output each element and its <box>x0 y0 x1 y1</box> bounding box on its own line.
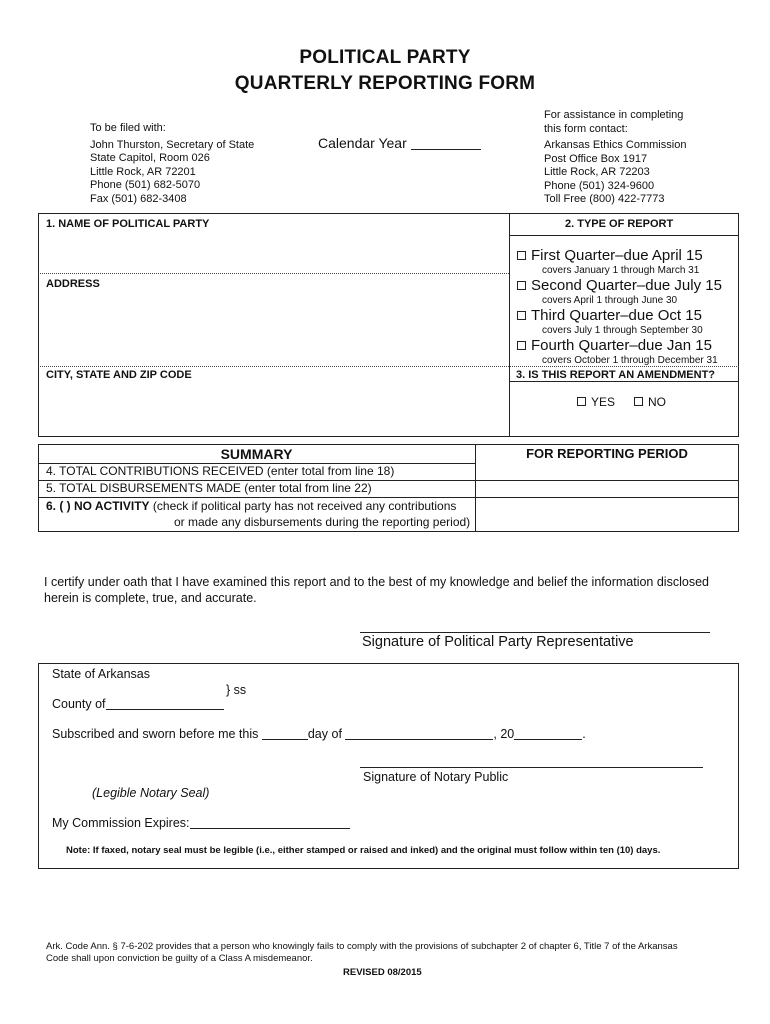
representative-signature-field[interactable] <box>360 632 710 633</box>
amendment-heading: 3. IS THIS REPORT AN AMENDMENT? <box>516 369 716 381</box>
notary-ss: } ss <box>226 683 247 697</box>
checkbox[interactable] <box>517 311 526 320</box>
report-type-heading: 2. TYPE OF REPORT <box>565 218 674 230</box>
address-city-divider <box>38 366 739 367</box>
notary-signature-label: Signature of Notary Public <box>363 770 509 784</box>
no-activity-text: (check if political party has not received any contributions <box>149 499 457 513</box>
sworn-year-label: , 20 <box>493 727 515 741</box>
amendment-yes[interactable] <box>577 395 615 409</box>
checkbox[interactable] <box>517 281 526 290</box>
certification-text <box>44 574 709 606</box>
sworn-month-field[interactable] <box>345 726 493 740</box>
total-disbursements-field[interactable] <box>478 498 736 513</box>
county-field[interactable] <box>106 696 224 710</box>
checkbox[interactable] <box>634 397 643 406</box>
commission-field[interactable] <box>190 815 350 829</box>
commission-label: My Commission Expires: <box>52 816 190 830</box>
county-label: County of <box>52 697 106 711</box>
sworn-day-label: day of <box>307 727 342 741</box>
option-label: Third Quarter–due Oct 15 <box>531 307 702 324</box>
option-label: Second Quarter–due July 15 <box>531 277 722 294</box>
party-name-label: 1. NAME OF POLITICAL PARTY <box>46 218 210 230</box>
filed-with-block <box>90 122 254 206</box>
certification-line: I certify under oath that I have examined this report and to the best of my knowledge and belief the information disclosed <box>44 575 709 589</box>
report-option-q1[interactable] <box>517 247 703 265</box>
yes-label: YES <box>591 395 616 409</box>
certification-line: herein is complete, true, and accurate. <box>44 591 257 605</box>
law-line: Ark. Code Ann. § 7-6-202 provides that a person who knowingly fails to comply with the provisions of subchapter 2 of chapter 6, Title 7 of the Arkansas <box>46 941 678 952</box>
option-covers: covers April 1 through June 30 <box>542 295 678 306</box>
filed-with-line: John Thurston, Secretary of State <box>90 138 255 151</box>
report-option-q2[interactable] <box>517 277 722 295</box>
law-citation <box>46 941 678 965</box>
calendar-year <box>318 135 481 151</box>
summary-line4: 4. TOTAL CONTRIBUTIONS RECEIVED (enter total from line 18) <box>46 464 395 478</box>
summary-line6-cont: or made any disbursements during the reporting period) <box>174 515 471 529</box>
notary-note: Note: If faxed, notary seal must be legible (i.e., either stamped or raised and inked) and the original must follow within ten (10) days. <box>66 845 661 856</box>
checkbox[interactable] <box>517 341 526 350</box>
notary-commission <box>52 815 350 830</box>
representative-signature-label: Signature of Political Party Representative <box>362 634 634 650</box>
form-title-line1: POLITICAL PARTY <box>299 47 471 68</box>
option-covers: covers July 1 through September 30 <box>542 325 703 336</box>
summary-line6[interactable] <box>46 499 456 513</box>
option-covers: covers October 1 through December 31 <box>542 355 718 366</box>
column-divider <box>509 213 510 437</box>
option-label: Fourth Quarter–due Jan 15 <box>531 337 712 354</box>
law-line: Code shall upon conviction be guilty of a Class A misdemeanor. <box>46 953 313 964</box>
assistance-line: Little Rock, AR 72203 <box>544 166 650 178</box>
total-contributions-field[interactable] <box>478 481 736 496</box>
checkbox[interactable] <box>577 397 586 406</box>
notary-sworn <box>52 726 586 741</box>
assistance-line: this form contact: <box>544 122 628 135</box>
form-title-line2: QUARTERLY REPORTING FORM <box>234 73 536 94</box>
summary-line5: 5. TOTAL DISBURSEMENTS MADE (enter total from line 22) <box>46 481 372 495</box>
sworn-end: . <box>582 727 586 741</box>
amendment-no[interactable] <box>634 395 666 409</box>
filed-with-line: Phone (501) 682-5070 <box>90 179 201 191</box>
assistance-line: Arkansas Ethics Commission <box>544 139 687 151</box>
name-address-divider <box>38 273 509 274</box>
option-label: First Quarter–due April 15 <box>531 247 703 264</box>
no-label: NO <box>648 395 666 409</box>
sworn-day-field[interactable] <box>262 726 308 740</box>
sworn-prefix: Subscribed and sworn before me this <box>52 727 259 741</box>
address-label: ADDRESS <box>46 278 100 290</box>
filed-with-line: Fax (501) 682-3408 <box>90 192 187 205</box>
revised-date: REVISED 08/2015 <box>343 967 422 978</box>
assistance-line: Toll Free (800) 422-7773 <box>544 193 665 205</box>
assistance-block <box>544 109 686 207</box>
report-option-q4[interactable] <box>517 337 712 355</box>
no-activity-label: 6. ( ) NO ACTIVITY <box>46 499 150 513</box>
assistance-line: Phone (501) 324-9600 <box>544 179 655 192</box>
filed-with-line: State Capitol, Room 026 <box>90 152 210 164</box>
type-header-divider <box>509 235 739 236</box>
sworn-year-field[interactable] <box>514 726 582 740</box>
summary-heading: SUMMARY <box>220 446 293 462</box>
notary-signature-field[interactable] <box>360 767 703 768</box>
city-state-zip-label: CITY, STATE AND ZIP CODE <box>46 369 192 381</box>
calendar-year-field[interactable] <box>411 136 481 150</box>
assistance-line: For assistance in completing <box>544 109 684 121</box>
notary-box <box>38 663 739 869</box>
notary-state: State of Arkansas <box>52 667 150 681</box>
notary-county <box>52 696 224 711</box>
party-name-field[interactable] <box>42 234 505 270</box>
calendar-year-label: Calendar Year <box>318 135 407 151</box>
filed-with-heading: To be filed with: <box>90 122 166 134</box>
city-state-zip-field[interactable] <box>42 384 505 434</box>
option-covers: covers January 1 through March 31 <box>542 265 700 276</box>
notary-seal-label: (Legible Notary Seal) <box>92 786 210 800</box>
filed-with-line: Little Rock, AR 72201 <box>90 165 196 178</box>
reporting-period-heading: FOR REPORTING PERIOD <box>526 446 688 461</box>
assistance-line: Post Office Box 1917 <box>544 152 648 165</box>
report-option-q3[interactable] <box>517 307 702 325</box>
checkbox[interactable] <box>517 251 526 260</box>
address-field[interactable] <box>42 293 505 363</box>
